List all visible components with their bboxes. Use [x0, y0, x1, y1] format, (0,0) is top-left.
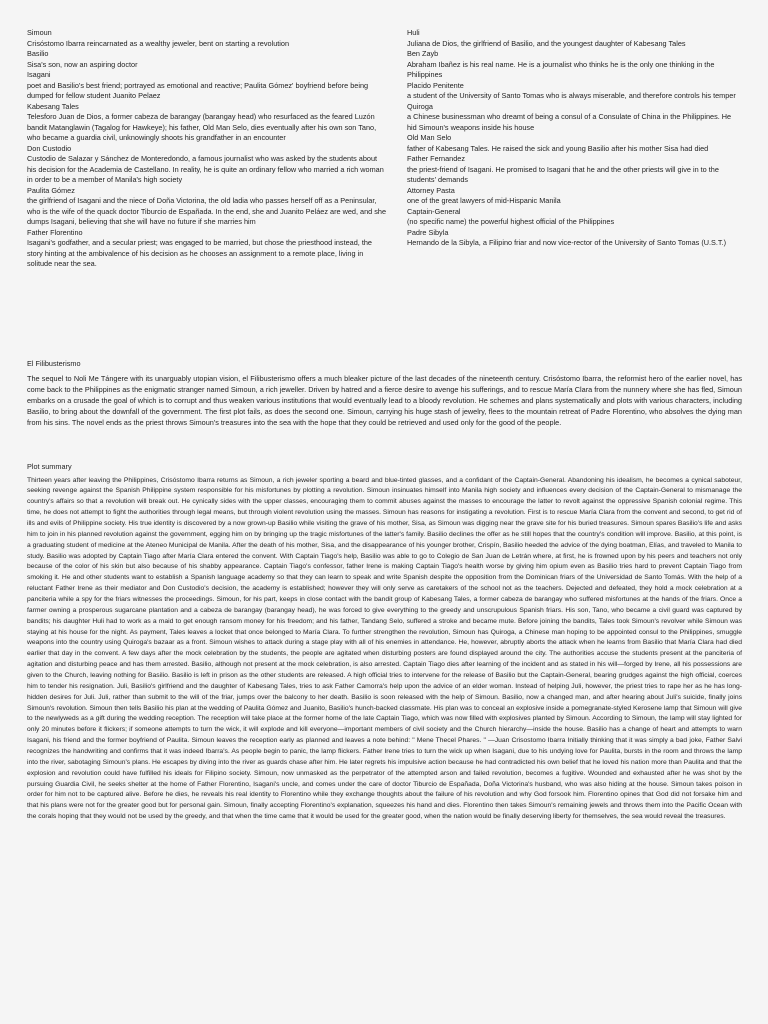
- character-name: Quiroga: [407, 101, 433, 111]
- character-name: Don Custodio: [27, 143, 72, 153]
- character-column-left: [27, 28, 387, 270]
- overview-heading: El Filibusterismo: [27, 359, 81, 368]
- character-description: Isagani's godfather, and a secular priest; was engaged to be married, but chose the priesthood instead, the story hinting at the ambivalence of his decision as he chooses an assignment to a remote place, living in solitude near the sea.: [27, 238, 372, 268]
- plot-summary-section: [27, 462, 742, 823]
- character-name: Isagani: [27, 70, 51, 79]
- character-name: Father Florentino: [27, 227, 83, 237]
- character-description: the priest-friend of Isagani. He promised to Isagani that he and the other priests will give in to the students' demands: [407, 164, 719, 184]
- character-name: Huli: [407, 28, 420, 37]
- character-description: Crisóstomo Ibarra reincarnated as a wealthy jeweler, bent on starting a revolution: [27, 38, 290, 48]
- character-name: Placido Penitente: [407, 80, 464, 90]
- character-description: Hernando de la Sibyla, a Filipino friar and now vice-rector of the University of Santo Tomas (U.S.T.): [407, 238, 727, 247]
- character-name: Ben Zayb: [407, 49, 439, 58]
- character-description: a student of the University of Santo Tomas who is always miserable, and therefore controls his temper: [407, 91, 736, 100]
- character-name: Simoun: [27, 28, 52, 37]
- plot-summary-heading: Plot summary: [27, 462, 72, 471]
- overview-section: [27, 359, 742, 428]
- character-list: [27, 28, 742, 348]
- character-description: a Chinese businessman who dreamt of being a consul of a Consulate of China in the Philippines. He hid Simoun's weapons inside his house: [407, 112, 732, 132]
- character-name: Father Fernandez: [407, 154, 466, 163]
- character-column-right: [407, 28, 742, 249]
- character-description: the girlfriend of Isagani and the niece of Doña Victorina, the old ladia who passes herself off as a Peninsular, who is the wife of the quack doctor Tiburcio de Españada. In the end, she and Juanito Peláez are wed, and she dumps Isagani, believing that she will have no future if she marries him: [27, 196, 386, 226]
- character-description: poet and Basilio's best friend; portrayed as emotional and reactive; Paulita Gómez' boyfriend before being dumped for fellow student Juanito Pelaez: [27, 80, 369, 100]
- character-name: Attorney Pasta: [407, 185, 455, 195]
- character-description: Custodio de Salazar y Sánchez de Monteredondo, a famous journalist who was asked by the students about his decision for the Academia de Castellano. In reality, he is quite an ordinary fellow who married a rich woman in order to be a member of Manila's high society: [27, 154, 384, 184]
- overview-paragraph: The sequel to Noli Me Tángere with its unarguably utopian vision, el Filibusterismo offers a much bleaker picture of the last decades of the nineteenth century. Crisóstomo Ibarra, the reformist hero of the earlier novel, has come back to the Philippines as the enigmatic stranger named Simoun, a rich jeweller. Driven by hatred and a fierce desire to avenge his sufferings, and to rescue María Clara from the nunnery where she has fled, Simoun embarks on a crusade the goal of which is to corrupt and thus weaken various institutions that would eventually lead to a bloody revolution. He schemes and plans systematically and plots with various characters, including Basilio, to bring about the downfall of the government. The first plot fails, as does the second one. Simoun, carrying his huge stash of jewelry, flees to the mountain retreat of Padre Florentino, who absolves the dying man from his sins. The novel ends as the priest throws Simoun's treasures into the sea with the hope that they could be retrieved and used only for the good of the people.: [27, 373, 742, 427]
- character-description: Telesforo Juan de Dios, a former cabeza de barangay (barangay head) who resurfaced as the feared Luzón bandit Matanglawin (Tagalog for Hawkeye); his father, Old Man Selo, dies eventually after his own son Tano, who became a guardia civil, unknowingly shoots his grandfather in an encounter: [27, 112, 377, 142]
- plot-summary-paragraph: Thirteen years after leaving the Philippines, Crisóstomo Ibarra returns as Simoun, a rich jeweler sporting a beard and blue-tinted glasses, and a confidant of the Captain-General. Abandoning his idealism, he becomes a cynical saboteur, seeking revenge against the Spanish Philippine system responsible for his misfortunes by plotting a revolution. Simoun insinuates himself into Manila high society and influences every decision of the Captain-General to mismanage the country's affairs so that a revolution will break out. He cynically sides with the upper classes, encouraging them to commit abuses against the masses to encourage the latter to revolt against the oppressive Spanish colonial regime. This time, he does not attempt to fight the authorities through legal means, but through violent revolution using the masses. Simoun has reasons for instigating a revolution. First is to rescue María Clara from the convent and second, to get rid of ills and evils of Philippine society. His true identity is discovered by a now grown-up Basilio while visiting the grave of his mother, Sisa, as Simoun was digging near the grave site for his buried treasures. Simoun spares Basilio's life and asks him to join in his planned revolution against the government, egging him on by bringing up the tragic misfortunes of the latter's family. Basilio declines the offer as he still hopes that the country's condition will improve. Basilio, at this point, is a graduating student of medicine at the Ateneo Municipal de Manila. After the death of his mother, Sisa, and the disappearance of his younger brother, Crispín, Basilio heeded the advice of the dying boatman, Elías, and traveled to Manila to study. Basilio was adopted by Captain Tiago after María Clara entered the convent. With Captain Tiago's help, Basilio was able to go to Colegio de San Juan de Letrán where, at first, he is frowned upon by his peers and teachers not only because of the color of his skin but also because of his shabby appearance. Captain Tiago's confessor, father Irene is making Captain Tiago's health worse by giving him opium even as Basilio tries hard to prevent Captain Tiago from smoking it. He and other students want to establish a Spanish language academy so that they can learn to speak and write Spanish despite the opposition from the Dominican friars of the Universidad de Santo Tomás. With the help of a reluctant Father Irene as their mediator and Don Custodio's decision, the academy is established; however they will only serve as caretakers of the school not as the teachers. Dejected and defeated, they hold a mock celebration at a panciteria while a spy for the friars witnesses the proceedings. Simoun, for his part, keeps in close contact with the bandit group of Kabesang Tales, a former cabeza de barangay who suffered misfortunes at the hands of the friars. Once a farmer owning a prosperous sugarcane plantation and a cabeza de barangay (barangay head), he was forced to give everything to the greedy and unscrupulous Spanish friars. His son, Tano, who became a civil guard was captured by bandits; his daughter Huli had to work as a maid to get enough ransom money for his freedom; and his father, Tandang Selo, suffered a stroke and became mute. Before joining the bandits, Tales took Simoun's revolver while Simoun was staying at his house for the night. As payment, Tales leaves a locket that once belonged to María Clara. To further strengthen the revolution, Simoun has Quiroga, a Chinese man hoping to be appointed consul to the Philippines, smuggle weapons into the country using Quiroga's bazaar as a front. Simoun wishes to attack during a stage play with all of his enemies in attendance. He, however, abruptly aborts the attack when he learns from Basilio that María Clara had died earlier that day in the convent. A few days after the mock celebration by the students, the people are agitated when disturbing posters are found displayed around the city. The authorities accuse the students present at the panciteria of agitation and disturbing peace and has them arrested. Basilio, although not present at the mock celebration, is also arrested. Captain Tiago dies after learning of the incident and as stated in his will—forged by Irene, all his possessions are given to the Church, leaving nothing for Basilio. Basilio is left in prison as the other students are released. A high official tries to intervene for the release of Basilio but the Captain-General, bearing grudges against the high official, coerces him to tender his resignation. Juli, Basilio's girlfriend and the daughter of Kabesang Tales, tries to ask Father Camorra's help upon the advice of an elder woman. Instead of helping Juli, however, the priest tries to rape her as he has long-hidden desires for Juli. Juli, rather than submit to the will of the friar, jumps over the balcony to her death. Basilio is soon released with the help of Simoun. Basilio, now a changed man, and after hearing about Juli's suicide, finally joins Simoun's revolution. Simoun then tells Basilio his plan at the wedding of Paulita Gómez and Juanito, Basilio's hunch-backed classmate. His plan was to conceal an explosive inside a pomegranate-styled Kerosene lamp that Simoun will give to the newlyweds as a gift during the wedding reception. The reception will take place at the former home of the late Captain Tiago, which was now filled with explosives planted by Simoun. According to Simoun, the lamp will stay lighted for only 20 minutes before it flickers; if someone attempts to turn the wick, it will explode and kill everyone—important members of civil society and the Church hierarchy—inside the house. Basilio has a change of heart and attempts to warn Isagani, his friend and the former boyfriend of Paulita. Simoun leaves the reception early as planned and leaves a note behind: " Mene Thecel Phares. " —Juan Crisostomo Ibarra Initially thinking that it was simply a bad joke, Father Salvi recognizes the handwriting and confirms that it was indeed Ibarra's. As people begin to panic, the lamp flickers. Father Irene tries to turn the wick up when Isagani, due to his undying love for Paulita, bursts in the room and throws the lamp into the river, sabotaging Simoun's plans. He escapes by diving into the river as guards chase after him. He later regrets his impulsive action because he had contradicted his own belief that he loved his nation more than Paulita and that the explosion and revolution could have fulfilled his ideals for Filipino society. Simoun, now unmasked as the perpetrator of the attempted arson and failed revolution, becomes a fugitive. Wounded and exhausted after he was shot by the pursuing Guardia Civil, he seeks shelter at the home of Father Florentino, Isagani's uncle, and comes under the care of doctor Tiburcio de Españada, Doña Victorina's husband, who was also hiding at the house. Simoun takes poison in order for him not to be captured alive. Before he dies, he reveals his real identity to Florentino while they exchange thoughts about the failure of his revolution and why God forsook him. Florentino opines that God did not forsake him and that his plans were not for the greater good but for personal gain. Simoun, finally accepting Florentino's explanation, squeezes his hand and dies. Florentino then takes Simoun's remaining jewels and throws them into the Pacific Ocean with the corals hoping that they would not be used by the greedy, and that when the time came that it would be used for the greater good, when the nation would be finally deserving liberty for themselves, the sea would reveal the treasures.: [27, 476, 742, 821]
- character-name: Basilio: [27, 49, 49, 58]
- character-name: Old Man Selo: [407, 133, 452, 142]
- character-name: Kabesang Tales: [27, 101, 79, 111]
- character-description: (no specific name) the powerful highest official of the Philippines: [407, 217, 615, 226]
- character-description: father of Kabesang Tales. He raised the sick and young Basilio after his mother Sisa had died: [407, 143, 709, 153]
- character-description: Juliana de Dios, the girlfriend of Basilio, and the youngest daughter of Kabesang Tales: [407, 38, 686, 48]
- character-name: Paulita Gómez: [27, 185, 75, 195]
- character-description: one of the great lawyers of mid-Hispanic Manila: [407, 196, 561, 205]
- character-name: Captain-General: [407, 206, 461, 216]
- character-description: Abraham Ibañez is his real name. He is a journalist who thinks he is the only one thinking in the Philippines: [407, 59, 715, 79]
- character-name: Padre Sibyla: [407, 227, 449, 237]
- character-description: Sisa's son, now an aspiring doctor: [27, 59, 138, 69]
